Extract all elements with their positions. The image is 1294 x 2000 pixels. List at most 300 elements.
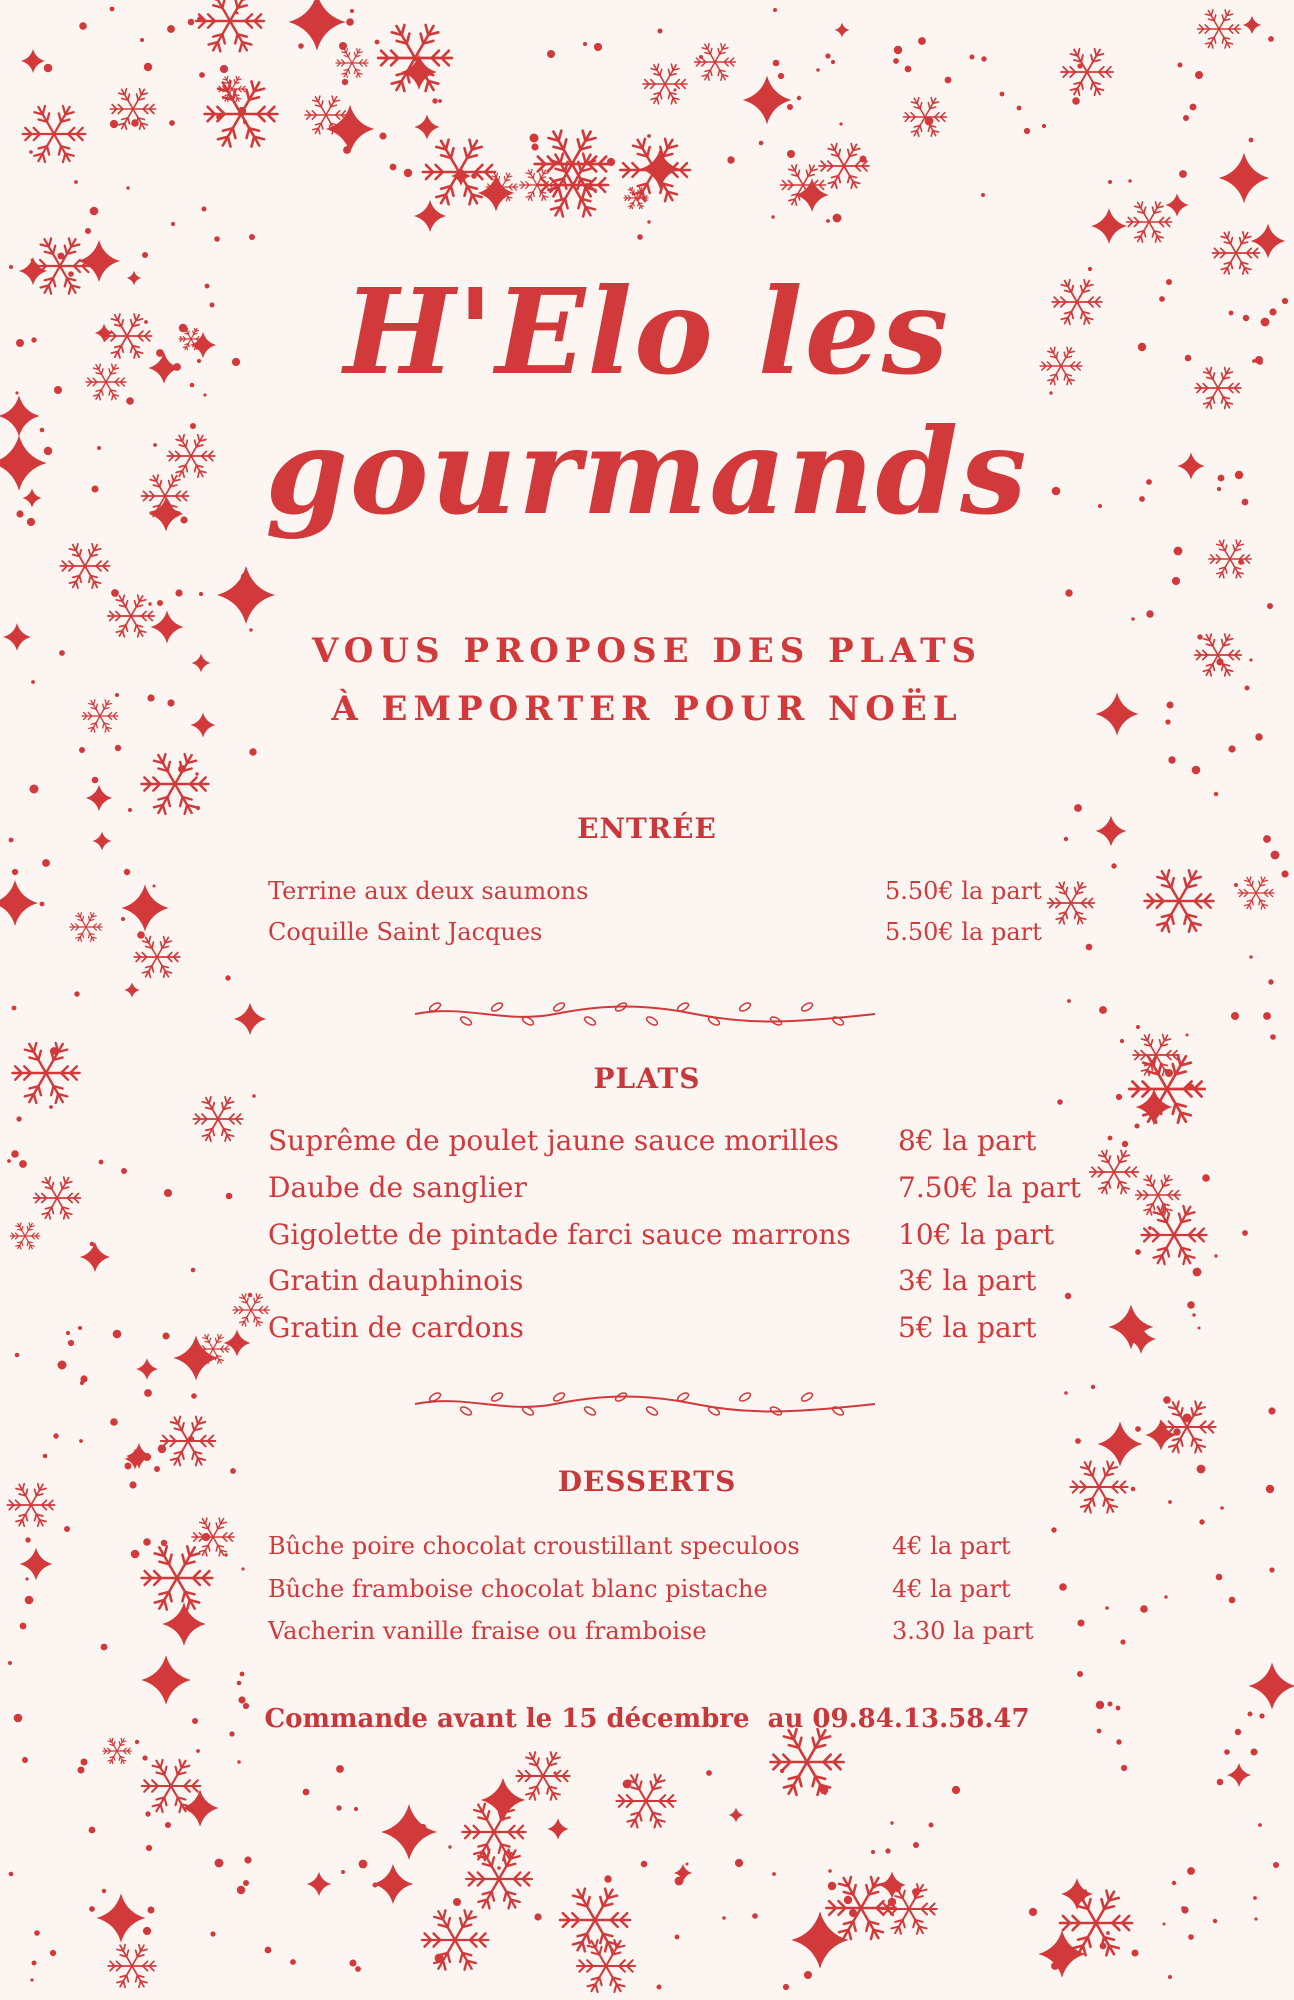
snowflake-icon <box>1209 540 1251 578</box>
snow-dot <box>893 58 899 64</box>
snow-dot <box>1077 1671 1083 1677</box>
snow-dot <box>783 1984 789 1990</box>
sparkle-star-icon <box>234 1003 266 1035</box>
snowflake-icon <box>1127 202 1172 242</box>
snow-dot <box>1077 63 1082 68</box>
snow-dot <box>1181 1906 1188 1913</box>
snow-dot <box>1168 1975 1172 1979</box>
snow-dot <box>833 214 842 223</box>
snow-dot <box>78 1326 82 1330</box>
snow-dot <box>58 1361 67 1370</box>
menu-item-price: 10€ la part <box>898 1218 1055 1251</box>
snow-dot <box>236 12 239 15</box>
snow-dot <box>1214 1254 1217 1257</box>
snow-dot <box>126 186 129 189</box>
snow-dot <box>1000 92 1005 97</box>
snow-dot <box>1060 1959 1063 1962</box>
snow-dot <box>405 70 409 74</box>
snow-dot <box>1148 1226 1152 1230</box>
snow-dot <box>1214 792 1218 796</box>
snow-dot <box>885 1848 890 1853</box>
snow-dot <box>244 1856 251 1863</box>
sparkle-star-icon <box>86 785 112 811</box>
snow-dot <box>1024 128 1030 134</box>
snow-dot <box>1017 106 1022 111</box>
snow-dot <box>1168 1500 1172 1504</box>
snow-dot <box>243 1880 249 1886</box>
snow-dot <box>40 902 45 907</box>
snow-dot <box>780 1769 784 1773</box>
snow-dot <box>1187 1301 1195 1309</box>
snow-dot <box>50 1950 56 1956</box>
snow-dot <box>163 1333 170 1340</box>
menu-item <box>268 1311 1068 1351</box>
snow-dot <box>1091 1385 1095 1389</box>
snow-dot <box>199 592 203 596</box>
snow-dot <box>1173 1428 1180 1435</box>
snow-dot <box>140 38 144 42</box>
snow-dot <box>547 50 555 58</box>
snow-dot <box>1172 1881 1176 1885</box>
snow-dot <box>210 1931 215 1936</box>
snow-dot <box>226 1193 233 1200</box>
snow-dot <box>53 1433 58 1438</box>
snow-dot <box>820 1786 829 1795</box>
snowflake-icon <box>10 1223 39 1249</box>
snow-dot <box>202 1533 210 1541</box>
snow-dot <box>925 117 934 126</box>
snow-dot <box>831 60 835 64</box>
snow-dot <box>1075 1438 1081 1444</box>
snow-dot <box>435 1954 444 1963</box>
snow-dot <box>11 1150 19 1158</box>
menu-item-name: Gratin de cardons <box>268 1311 524 1344</box>
snow-dot <box>74 180 78 184</box>
snow-dot <box>124 869 130 875</box>
snow-dot <box>1192 1313 1195 1316</box>
snow-dot <box>1121 1765 1127 1771</box>
snow-dot <box>849 1909 857 1917</box>
snowflake-icon <box>770 1729 843 1795</box>
sparkle-star-icon <box>181 1789 218 1826</box>
menu-item-name: Suprême de poulet jaune sauce morilles <box>268 1124 839 1157</box>
menu-item-name: Gratin dauphinois <box>268 1264 524 1297</box>
snow-dot <box>66 1331 70 1335</box>
snow-dot <box>1120 1639 1125 1644</box>
snow-dot <box>1108 1136 1113 1141</box>
snow-dot <box>660 157 664 161</box>
snow-dot <box>159 1445 164 1450</box>
sparkle-star-icon <box>1038 1930 1085 1977</box>
snow-dot <box>131 119 139 127</box>
menu-item-price: 5.50€ la part <box>885 918 1042 946</box>
snow-dot <box>894 46 902 54</box>
snow-dot <box>501 1793 508 1800</box>
snowflake-icon <box>643 64 687 104</box>
sparkle-star-icon <box>80 1242 110 1272</box>
snow-dot <box>175 589 182 596</box>
snow-dot <box>981 56 986 61</box>
snow-dot <box>249 234 255 240</box>
snow-dot <box>1220 1506 1224 1510</box>
snowflake-icon <box>192 1518 234 1556</box>
snow-dot <box>1120 1039 1124 1043</box>
title-line-2: gourmands <box>265 402 1029 541</box>
snow-dot <box>1188 1934 1194 1940</box>
snowflake-icon <box>60 544 109 588</box>
snow-dot <box>1234 883 1238 887</box>
snowflake-icon <box>161 1417 216 1466</box>
snow-dot <box>354 1807 358 1811</box>
snow-dot <box>225 975 230 980</box>
snow-dot <box>161 1540 167 1546</box>
snow-dot <box>215 1859 224 1868</box>
snow-dot <box>359 1860 368 1869</box>
snow-dot <box>658 29 663 34</box>
snow-dot <box>773 8 777 12</box>
subtitle-line-1: VOUS PROPOSE DES PLATS <box>311 631 982 671</box>
snow-dot <box>111 589 119 597</box>
menu-item-price: 8€ la part <box>898 1124 1037 1157</box>
snow-dot <box>1187 1867 1195 1875</box>
snow-dot <box>373 1883 378 1888</box>
snow-dot <box>415 1823 419 1827</box>
snow-dot <box>20 1623 27 1630</box>
snow-dot <box>686 1863 689 1866</box>
snow-dot <box>1254 1917 1257 1920</box>
snow-dot <box>530 134 539 143</box>
snow-dot <box>1271 851 1280 860</box>
menu-item <box>268 1171 1081 1211</box>
snow-dot <box>22 1757 28 1763</box>
snowflake-icon <box>142 754 209 814</box>
sparkle-star-icon <box>21 49 45 73</box>
snow-dot <box>79 22 87 30</box>
snowflake-icon <box>695 44 736 81</box>
snow-dot <box>1111 863 1116 868</box>
snow-dot <box>1154 1101 1162 1109</box>
sparkle-star-icon <box>373 1864 413 1904</box>
sparkle-star-icon <box>326 105 375 154</box>
snow-dot <box>673 88 676 91</box>
snowflake-icon <box>516 1752 570 1800</box>
snow-dot <box>92 777 99 784</box>
snow-dot <box>202 207 207 212</box>
snowflake-icon <box>422 1910 488 1969</box>
snow-dot <box>772 1872 776 1876</box>
snow-dot <box>1116 1739 1121 1744</box>
snow-dot <box>952 1786 960 1794</box>
snow-dot <box>471 173 477 179</box>
snow-dot <box>135 1740 139 1744</box>
snowflake-icon <box>142 1546 213 1609</box>
snow-dot <box>787 150 795 158</box>
snow-dot <box>1099 1006 1107 1014</box>
snow-dot <box>735 1859 743 1867</box>
snow-dot <box>727 156 734 163</box>
snow-dot <box>1243 184 1248 189</box>
menu-item <box>268 918 1068 958</box>
sparkle-star-icon <box>743 76 792 125</box>
snow-dot <box>722 1916 726 1920</box>
snow-dot <box>828 1882 836 1890</box>
snow-dot <box>1231 1012 1239 1020</box>
snow-dot <box>918 37 926 45</box>
menu-item <box>268 1124 1068 1164</box>
snow-dot <box>706 1770 712 1776</box>
snow-dot <box>15 1353 20 1358</box>
snow-dot <box>195 1813 199 1817</box>
snow-dot <box>214 236 220 242</box>
sparkle-star-icon <box>1219 153 1269 203</box>
snow-dot <box>432 98 437 103</box>
snow-dot <box>752 1913 758 1919</box>
menu-item-name: Bûche poire chocolat croustillant speculoos <box>268 1532 800 1560</box>
snow-dot <box>423 1827 427 1831</box>
snowflake-icon <box>108 1945 156 1988</box>
snow-dot <box>144 63 152 71</box>
menu-item <box>268 877 1068 917</box>
snow-dot <box>1163 1396 1171 1404</box>
snow-dot <box>657 1985 662 1990</box>
snow-dot <box>102 1889 106 1893</box>
snow-dot <box>647 134 651 138</box>
snow-dot <box>1179 170 1187 178</box>
snow-dot <box>913 1842 919 1848</box>
snowflake-icon <box>1060 1891 1132 1956</box>
snow-dot <box>929 1823 934 1828</box>
snow-dot <box>197 16 203 22</box>
snow-dot <box>44 64 53 73</box>
snow-dot <box>860 156 867 163</box>
snow-dot <box>1072 97 1080 105</box>
snow-dot <box>336 1805 341 1810</box>
sparkle-star-icon <box>124 982 139 997</box>
snow-dot <box>131 1550 140 1559</box>
snow-dot <box>110 1418 118 1426</box>
snow-dot <box>191 1393 197 1399</box>
snowflake-icon <box>233 1294 269 1326</box>
section-title-desserts: DESSERTS <box>557 1465 737 1498</box>
snowflake-icon <box>466 1850 532 1909</box>
snow-dot <box>816 68 820 72</box>
menu-item-name: Terrine aux deux saumons <box>268 877 589 905</box>
snow-dot <box>826 219 830 223</box>
snow-dot <box>165 1822 171 1828</box>
snow-dot <box>970 55 975 60</box>
snow-dot <box>89 1827 96 1834</box>
snow-dot <box>1267 603 1273 609</box>
snow-dot <box>607 158 615 166</box>
section-title-plats: PLATS <box>593 1062 701 1095</box>
snow-dot <box>1086 944 1093 951</box>
section-title-entree: ENTRÉE <box>577 812 717 845</box>
snow-dot <box>265 1947 272 1954</box>
snow-dot <box>342 79 348 85</box>
snow-dot <box>350 1960 357 1967</box>
snow-dot <box>167 25 175 33</box>
sparkle-star-icon <box>1248 1662 1294 1709</box>
sparkle-star-icon <box>729 1808 744 1823</box>
snow-dot <box>336 1765 344 1773</box>
snow-dot <box>113 1330 122 1339</box>
snow-dot <box>188 1436 194 1442</box>
snow-dot <box>110 7 115 12</box>
menu-item-price: 7.50€ la part <box>898 1171 1081 1204</box>
snow-dot <box>453 1898 461 1906</box>
menu-item-price: 3.30 la part <box>892 1617 1034 1645</box>
snow-dot <box>771 215 774 218</box>
sparkle-star-icon <box>1165 193 1188 216</box>
snow-dot <box>142 252 148 258</box>
snow-dot <box>237 1760 241 1764</box>
snow-dot <box>148 1907 155 1914</box>
snowflake-icon <box>134 937 180 978</box>
snow-dot <box>300 19 307 26</box>
snow-dot <box>81 1759 88 1766</box>
snowflake-icon <box>196 0 264 51</box>
snow-dot <box>1135 1249 1141 1255</box>
snow-dot <box>637 234 643 240</box>
snow-dot <box>1178 63 1183 68</box>
snow-dot <box>981 193 985 197</box>
snowflake-icon <box>903 98 946 137</box>
snow-dot <box>355 1966 361 1972</box>
snow-dot <box>1186 1034 1189 1037</box>
snow-dot <box>58 253 65 260</box>
snow-dot <box>196 806 200 810</box>
snow-dot <box>196 1749 200 1753</box>
snow-dot <box>80 1375 87 1382</box>
snow-dot <box>101 1644 108 1651</box>
snow-dot <box>178 765 186 773</box>
snow-dot <box>199 72 205 78</box>
snow-dot <box>623 1780 632 1789</box>
snow-dot <box>497 1866 501 1870</box>
snowflake-icon <box>34 1177 81 1219</box>
menu-item-price: 5.50€ la part <box>885 877 1042 905</box>
snow-dot <box>438 99 442 103</box>
snow-dot <box>148 602 151 605</box>
snow-dot <box>1074 804 1082 812</box>
snow-dot <box>143 1927 151 1935</box>
sparkle-star-icon <box>835 23 850 38</box>
snow-dot <box>49 1105 53 1109</box>
snow-dot <box>912 1888 920 1896</box>
menu-item-name: Daube de sanglier <box>268 1171 527 1204</box>
menu-item-name: Coquille Saint Jacques <box>268 918 543 946</box>
snow-dot <box>8 1661 12 1665</box>
snow-dot <box>90 207 99 216</box>
snow-dot <box>1183 1414 1192 1423</box>
snow-dot <box>350 9 354 13</box>
snow-dot <box>1269 1567 1274 1572</box>
snow-dot <box>137 931 145 939</box>
snow-dot <box>804 1971 812 1979</box>
snowflake-icon <box>819 144 869 189</box>
snow-dot <box>237 1681 242 1686</box>
snow-dot <box>290 1959 296 1965</box>
snow-dot <box>1135 1124 1140 1129</box>
snow-dot <box>1132 1950 1139 1957</box>
snow-dot <box>1140 1605 1148 1613</box>
snowflake-icon <box>1158 1401 1215 1452</box>
snow-dot <box>85 228 91 234</box>
snow-dot <box>759 141 764 146</box>
snow-dot <box>50 1047 58 1055</box>
snow-dot <box>341 1870 345 1874</box>
snow-dot <box>79 747 85 753</box>
sparkle-star-icon <box>0 880 38 926</box>
snow-dot <box>604 1875 611 1882</box>
snow-dot <box>12 1006 17 1011</box>
snow-dot <box>169 120 175 126</box>
snow-dot <box>797 96 801 100</box>
snow-dot <box>25 1596 34 1605</box>
snow-dot <box>216 114 222 120</box>
snow-dot <box>1051 1962 1059 1970</box>
snow-dot <box>1067 999 1071 1003</box>
snow-dot <box>553 1771 556 1774</box>
snow-dot <box>1268 36 1274 42</box>
sparkle-star-icon <box>791 1911 848 1968</box>
snow-dot <box>839 122 842 125</box>
snow-dot <box>890 1821 893 1824</box>
snow-dot <box>220 65 228 73</box>
snowflake-icon <box>1090 1150 1138 1193</box>
snow-dot <box>1258 1823 1262 1827</box>
snow-dot <box>238 107 246 115</box>
menu-item <box>268 1617 1068 1657</box>
snowflake-icon <box>1198 10 1241 48</box>
sparkle-star-icon <box>96 1893 145 1942</box>
subtitle-line-2: À EMPORTER POUR NOËL <box>331 689 963 729</box>
snow-dot <box>1229 1597 1236 1604</box>
snow-dot <box>1242 1230 1248 1236</box>
snow-dot <box>115 745 121 751</box>
snow-dot <box>89 1906 95 1912</box>
snow-dot <box>25 1537 30 1542</box>
snow-dot <box>1131 617 1134 620</box>
snow-dot <box>303 1789 310 1796</box>
snow-dot <box>1249 138 1254 143</box>
snow-dot <box>19 1160 27 1168</box>
menu-item-price: 5€ la part <box>898 1311 1037 1344</box>
snow-dot <box>778 73 784 79</box>
menu-item-name: Bûche framboise chocolat blanc pistache <box>268 1575 768 1603</box>
snow-dot <box>825 53 830 58</box>
snow-dot <box>1193 1268 1202 1277</box>
snow-dot <box>188 19 195 26</box>
sparkle-star-icon <box>414 114 439 139</box>
snow-dot <box>1192 766 1201 775</box>
snow-dot <box>531 143 538 150</box>
snow-dot <box>1172 577 1180 585</box>
snow-dot <box>1190 104 1197 111</box>
snow-dot <box>1078 1620 1085 1627</box>
snow-dot <box>1263 1012 1271 1020</box>
snow-dot <box>787 104 793 110</box>
snow-dot <box>1199 1519 1204 1524</box>
snow-dot <box>1249 955 1252 958</box>
sparkle-star-icon <box>307 1872 332 1897</box>
snow-dot <box>241 573 249 581</box>
menu-item-price: 3€ la part <box>898 1264 1037 1297</box>
snow-dot <box>12 869 18 875</box>
vine-divider-icon <box>405 996 885 1032</box>
snow-dot <box>534 1913 541 1920</box>
snow-dot <box>343 146 351 154</box>
